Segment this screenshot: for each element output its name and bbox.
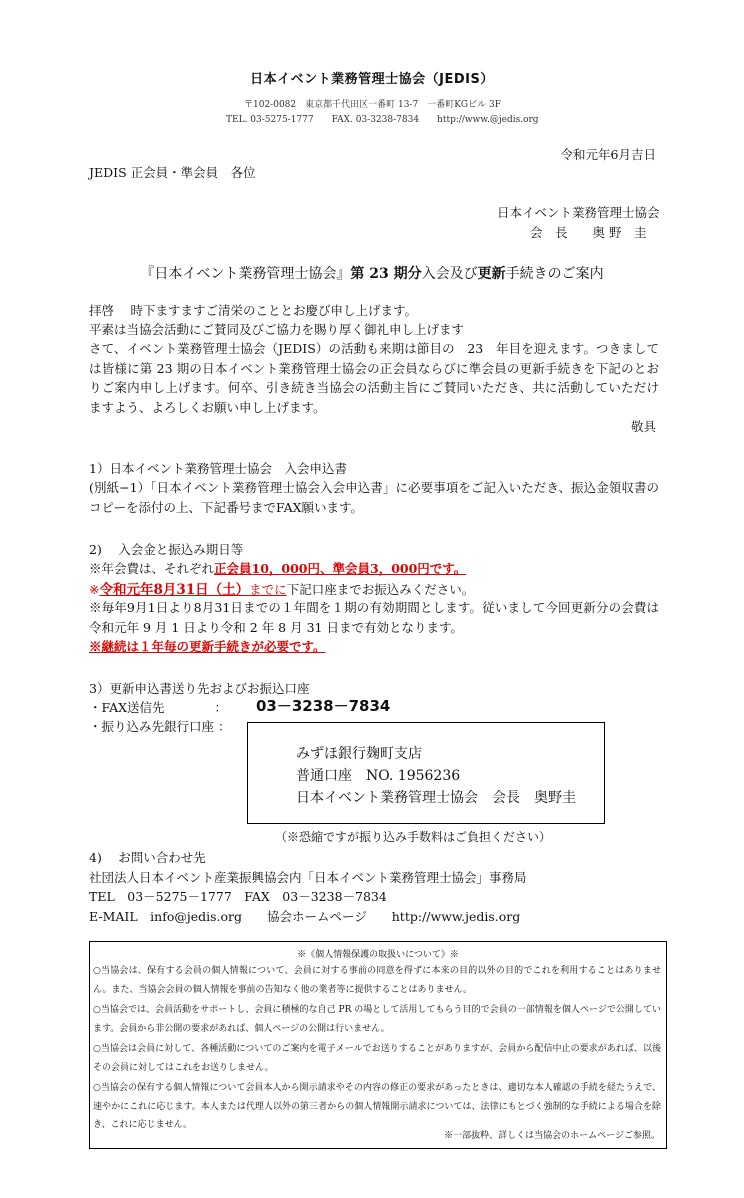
deadline-line (89, 578, 474, 598)
greeting-line-2: 平素は当協会活動にご賛同及びご協力を賜り厚く御礼申し上げます (89, 322, 465, 337)
deadline-date: 令和元年8月31日（土） (99, 582, 250, 598)
deadline-made: までに (249, 582, 287, 597)
privacy-policy-box (89, 941, 667, 1149)
bank-branch: みずほ銀行麹町支店 (296, 746, 422, 762)
recipient-line: JEDIS 正会員・準会員 各位 (89, 165, 256, 180)
sender-organization: 日本イベント業務管理士協会 (497, 205, 660, 220)
title-mid: 入会及び (421, 266, 478, 282)
title-end: 手続きのご案内 (505, 266, 604, 282)
greeting-paragraph: さて、イベント業務管理士協会（JEDIS）の活動も来期は節目の 23 年目を迎えます。つきましては皆様に第 23 期の日本イベント業務管理士協会の正会員ならびに準会員の更新手続きを下記のとおりご案内申し上げます。何卒、引き続き当協会の活動主旨にご賛同いただき、共に活動していただけますよう、よろしくお願い申し上げます。 (89, 341, 659, 415)
document-date: 令和元年6月吉日 (560, 147, 656, 162)
sender-name: 会 長 奥 野 圭 (530, 225, 647, 240)
bank-account-number: 普通口座 NO. 1956236 (296, 768, 461, 784)
bank-label: ・振り込み先銀行口座 ： (89, 719, 231, 734)
document-title (0, 263, 744, 283)
title-org: 『日本イベント業務管理士協会』 (140, 266, 351, 282)
privacy-item: ○当協会は会員に対して、各種活動についてのご案内を電子メールでお送りすることがありますが、会員から配信中止の要求があれば、以後その会員に対してはこれをお送りしません。 (93, 1044, 661, 1073)
title-term: 第 23 期分 (350, 266, 422, 282)
validity-period-text: ※毎年9月1日より8月31日までの１年間を１期の有効期間とします。従いまして今回更新分の会費は令和元年 9 月 1 日より令和 2 年 8 月 31 日まで有効となります。 (89, 600, 659, 635)
bank-account-holder: 日本イベント業務管理士協会 会長 奥野圭 (296, 790, 576, 806)
section3-heading: 3）更新申込書送り先およびお振込口座 (89, 681, 310, 696)
greeting-closing: 敬具 (630, 419, 656, 434)
privacy-item: ○当協会では、会員活動をサポートし、会員に積極的な自己 PR の場として活用してもらう目的で会員の一部情報を個人ページで公開しています。会員から非公開の要求があれば、個人ページの公開は行いません。 (93, 1005, 661, 1034)
section4-heading: 4) お問い合わせ先 (89, 850, 206, 865)
fax-label: ・FAX送信先 ： (89, 700, 228, 715)
annual-fee-prefix: ※年会費は、それぞれ (89, 561, 215, 576)
section2-heading: 2) 入会金と振込み期日等 (89, 542, 244, 557)
privacy-item: ○当協会の保有する個人情報について会員本人から開示請求やその内容の修正の要求があったときは、適切な本人確認の手続を経たうえで、速やかにこれに応じます。本人または代理人以外の第三者からの個人情報開示請求については、法律にもとづく強制的な手続による場合を除き、これに応じません。 (93, 1083, 661, 1130)
privacy-title: ※《個人情報保護の取扱いについて》※ (297, 950, 459, 960)
annual-fee-line (89, 559, 466, 577)
greeting-line-1: 拝啓 時下ますますご清栄のこととお慶び申し上げます。 (89, 303, 417, 318)
contact-organization: 社団法人日本イベント産業振興協会内「日本イベント業務管理士協会」事務局 (89, 870, 527, 885)
contact-email-web: E-MAIL info@jedis.org 協会ホームページ http://www.jedis.org (89, 909, 521, 924)
organization-address: 〒102-0082 東京都千代田区一番町 13-7 一番町KGビル 3F (244, 100, 501, 110)
privacy-item: ○当協会は、保有する会員の個人情報について、会員に対する事前の同意を得ずに本来の目的以外の目的でこれを利用することはありません。また、当協会会員の個人情報を事前の告知なく他の業者等に提供することはありません。 (93, 966, 661, 995)
annual-fee-amounts: 正会員10，000円、準会員3，000円です。 (214, 561, 467, 576)
transfer-fee-note: （※恐縮ですが振り込み手数料はご負担ください） (275, 830, 552, 844)
section1-text: (別紙−1）「日本イベント業務管理士協会入会申込書」に必要事項をご記入いただき、振込金領収書のコピーを添付の上、下記番号までFAX願います。 (89, 480, 659, 515)
title-renewal: 更新 (477, 266, 506, 282)
bank-account-box (247, 722, 605, 824)
deadline-rest: 下記口座までお振込みください。 (286, 582, 475, 597)
privacy-footnote: ※一部抜粋、詳しくは当協会のホームページご参照。 (444, 1131, 660, 1141)
organization-contact: TEL. 03-5275-1777 FAX. 03-3238-7834 http://www.@jedis.org (226, 115, 539, 125)
organization-title: 日本イベント業務管理士協会（JEDIS） (250, 72, 494, 87)
section1-heading: 1）日本イベント業務管理士協会 入会申込書 (89, 461, 347, 476)
contact-phone-fax: TEL 03－5275－1777 FAX 03－3238－7834 (89, 889, 387, 904)
renewal-required-note: ※継続は１年毎の更新手続きが必要です。 (89, 639, 326, 654)
deadline-mark: ※ (89, 582, 100, 597)
fax-number: 03－3238－7834 (256, 697, 391, 715)
